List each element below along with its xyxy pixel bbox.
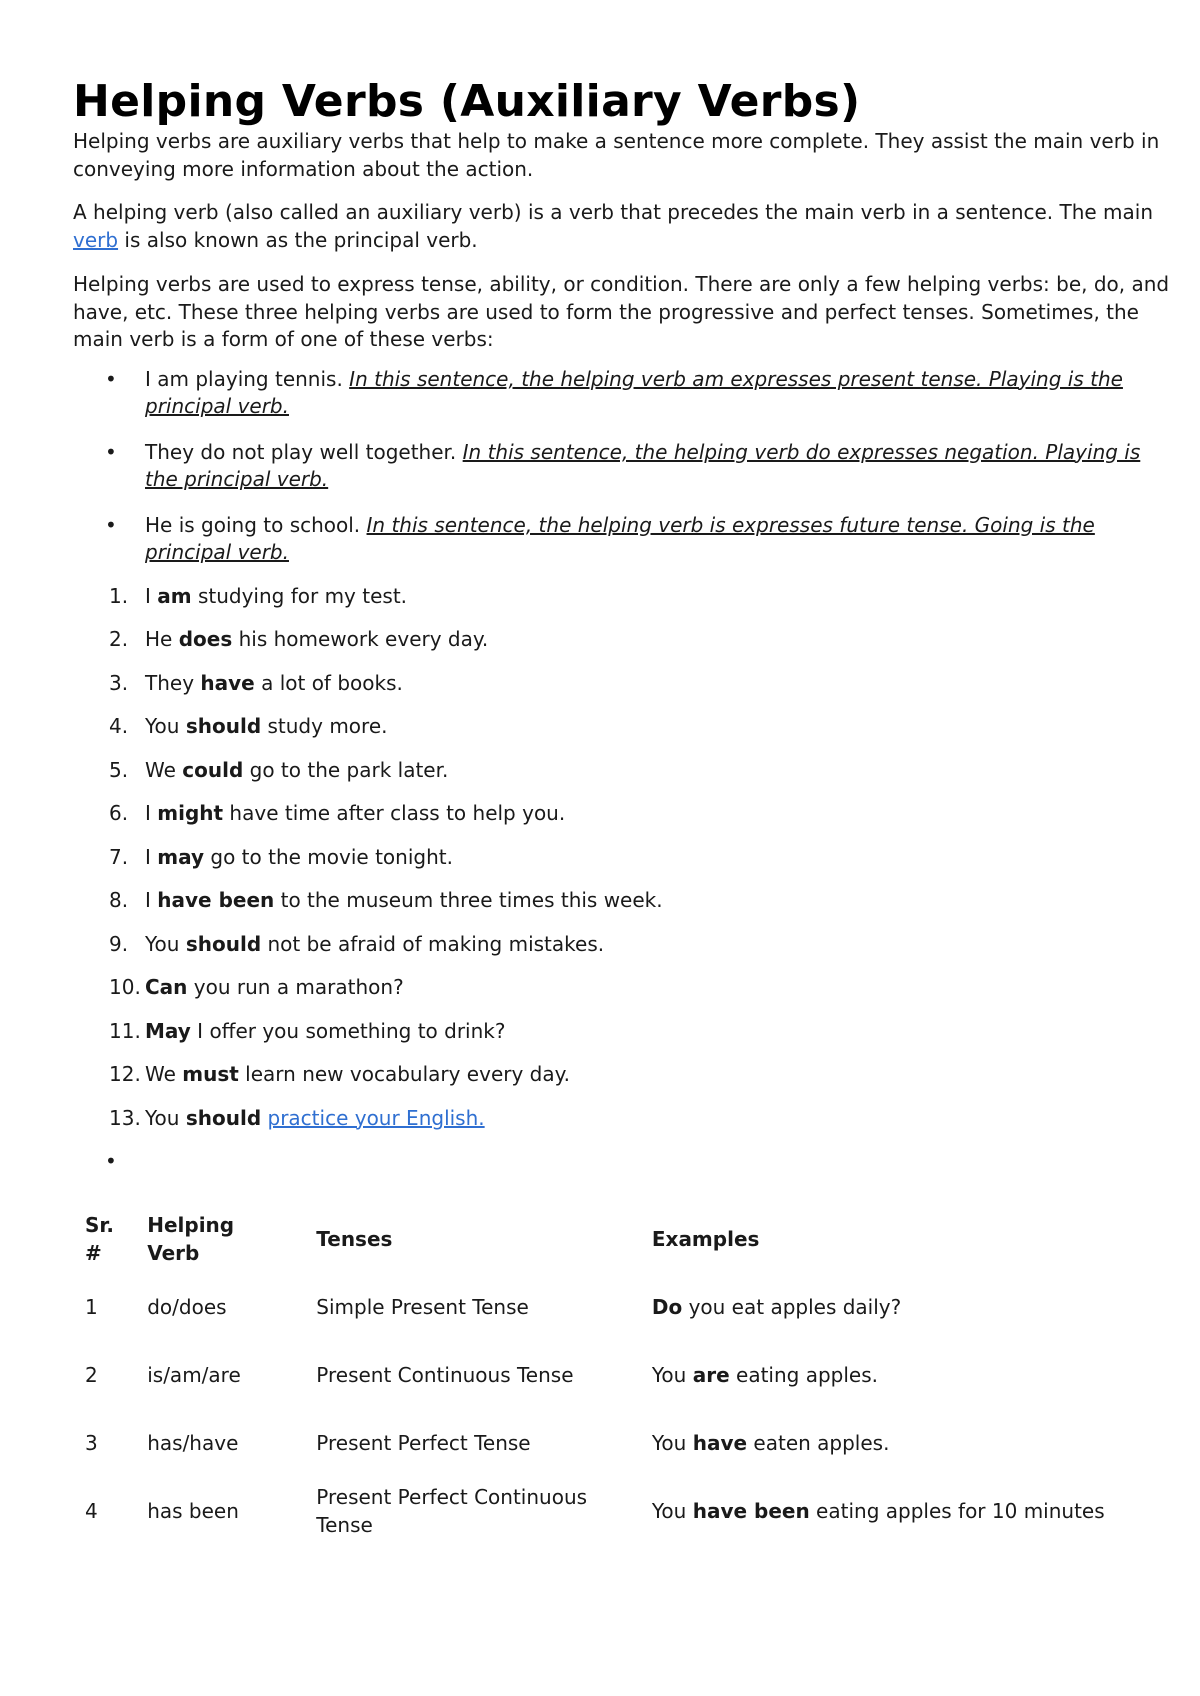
practice-english-link[interactable]: practice your English. (267, 1105, 485, 1130)
bullet-icon: • (105, 1149, 117, 1173)
column-header: Sr. # (85, 1213, 115, 1265)
item-number: 13. (109, 1105, 141, 1130)
page-title: Helping Verbs (Auxiliary Verbs) (73, 76, 861, 127)
example-text: studying for my test. (191, 583, 408, 608)
helping-verbs-table (73, 1206, 1173, 1546)
list-item (73, 583, 1173, 611)
example-text: You (651, 1362, 693, 1387)
example-text: study more. (261, 714, 388, 738)
bullet-note: In this sentence, the helping verb do expresses negation. Playing is the principal verb. (145, 439, 1141, 491)
example-text: You (145, 714, 186, 738)
examples-list (73, 583, 1173, 1133)
cell-sr: 3 (85, 1430, 98, 1455)
cell-sr: 1 (85, 1294, 98, 1319)
helping-verb: have been (692, 1498, 810, 1523)
cell-tense: Present Continuous Tense (316, 1362, 574, 1387)
item-number: 7. (109, 844, 129, 869)
list-item (73, 670, 1173, 698)
table-row (73, 1410, 1173, 1478)
example-text: eaten apples. (747, 1430, 890, 1455)
example-text: We (145, 757, 183, 782)
helping-verb: may (157, 844, 205, 869)
item-number: 11. (109, 1018, 141, 1043)
document-content (73, 76, 1173, 1546)
helping-verb: could (182, 757, 244, 782)
example-text: go to the movie tonight. (204, 844, 453, 869)
example-text: He (145, 627, 179, 651)
definition-text-start: A helping verb (also called an auxiliary verb) is a verb that precedes the main verb in a sentence. The main (73, 200, 1154, 224)
bullet-sentence: I am playing tennis. (145, 366, 350, 391)
item-number: 1. (109, 583, 129, 608)
cell-tense: Simple Present Tense (316, 1294, 529, 1319)
cell-tense: Present Perfect Tense (316, 1430, 531, 1455)
example-text: I (145, 844, 158, 869)
list-item (73, 1018, 1173, 1046)
cell-verb: do/does (147, 1294, 227, 1319)
cell-verb: has been (147, 1498, 239, 1523)
helping-verb: should (185, 1105, 262, 1130)
table-row (73, 1274, 1173, 1342)
helping-verb: am (157, 583, 192, 608)
list-item (73, 844, 1173, 872)
list-item (73, 1105, 1173, 1133)
cell-sr: 4 (85, 1498, 98, 1523)
item-number: 3. (109, 670, 129, 695)
list-item (73, 713, 1173, 741)
cell-sr: 2 (85, 1362, 98, 1387)
bullet-icon: • (105, 366, 117, 391)
definition-paragraph (73, 199, 1173, 254)
cell-example (640, 1342, 1173, 1410)
example-text: They (145, 670, 201, 695)
cell-example (640, 1274, 1173, 1342)
definition-text-end: is also known as the principal verb. (118, 227, 478, 252)
example-text: I (145, 801, 158, 825)
bullet-sentence: They do not play well together. (145, 439, 463, 464)
cell-tense: Present Perfect Continuous Tense (316, 1485, 588, 1537)
list-item (73, 626, 1173, 654)
item-number: 9. (109, 931, 129, 956)
example-text: You (145, 1105, 186, 1130)
example-text: We (145, 1062, 183, 1086)
list-item (73, 931, 1173, 959)
item-number: 5. (109, 757, 129, 782)
usage-paragraph: Helping verbs are used to express tense, ability, or condition. There are only a few helping verbs: be, do, and have, etc. These three helping verbs are used to form the progressive and perfect tenses. Sometimes, the main verb is a form of one of these verbs: (73, 272, 1170, 351)
example-text: you run a marathon? (187, 975, 404, 999)
helping-verb: are (692, 1362, 730, 1387)
bullet-sentence: He is going to school. (145, 512, 367, 537)
example-text: you eat apples daily? (682, 1294, 902, 1319)
cell-example (640, 1478, 1173, 1546)
example-text: I (145, 583, 158, 608)
helping-verb: have (692, 1430, 748, 1455)
helping-verb: May (145, 1018, 191, 1043)
list-item (73, 974, 1173, 1002)
example-text: to the museum three times this week. (274, 888, 663, 912)
table-row (73, 1342, 1173, 1410)
example-text: not be afraid of making mistakes. (261, 931, 605, 956)
column-header: Examples (651, 1226, 760, 1251)
bullet-note: In this sentence, the helping verb is expresses future tense. Going is the principal verb. (145, 512, 1095, 564)
list-item (73, 800, 1173, 828)
column-header: Helping Verb (147, 1213, 235, 1265)
bullet-list (73, 366, 1173, 567)
list-item (73, 366, 1173, 421)
example-text: You (651, 1430, 693, 1455)
list-item (73, 887, 1173, 915)
helping-verb: Do (651, 1294, 683, 1319)
cell-verb: has/have (147, 1430, 239, 1455)
helping-verb: Can (145, 975, 188, 999)
list-item (73, 757, 1173, 785)
column-header: Tenses (316, 1226, 393, 1251)
table-row (73, 1478, 1173, 1546)
bullet-icon: • (105, 439, 117, 464)
item-number: 10. (109, 975, 141, 999)
example-text: You (145, 931, 186, 956)
helping-verb: does (178, 627, 233, 651)
example-text: go to the park later. (243, 757, 449, 782)
example-text: his homework every day. (232, 627, 489, 651)
empty-list-item (73, 1148, 1173, 1176)
helping-verb: might (157, 801, 224, 825)
example-text: a lot of books. (254, 670, 403, 695)
helping-verb: have been (157, 888, 275, 912)
helping-verb: should (185, 714, 262, 738)
example-text: have time after class to help you. (223, 801, 566, 825)
list-item (73, 512, 1173, 567)
bullet-note: In this sentence, the helping verb am expresses present tense. Playing is the principal verb. (145, 366, 1123, 418)
helping-verb: have (200, 670, 255, 695)
table-header-row (73, 1206, 1173, 1274)
cell-example (640, 1410, 1173, 1478)
item-number: 2. (109, 627, 129, 651)
item-number: 8. (109, 888, 129, 912)
example-text: eating apples for 10 minutes (809, 1498, 1105, 1523)
intro-paragraph: Helping verbs are auxiliary verbs that help to make a sentence more complete. They assist the main verb in conveying more information about the action. (73, 129, 1160, 181)
list-item (73, 1061, 1173, 1089)
item-number: 4. (109, 714, 129, 738)
example-text: I (145, 888, 158, 912)
helping-verb: should (185, 931, 262, 956)
example-text: eating apples. (729, 1362, 878, 1387)
cell-verb: is/am/are (147, 1362, 241, 1387)
verb-link[interactable]: verb (73, 227, 119, 252)
example-text: I offer you something to drink? (190, 1018, 506, 1043)
item-number: 6. (109, 801, 129, 825)
item-number: 12. (109, 1062, 141, 1086)
helping-verb: must (182, 1062, 239, 1086)
bullet-icon: • (105, 512, 117, 537)
example-text: You (651, 1498, 693, 1523)
example-text: learn new vocabulary every day. (238, 1062, 570, 1086)
list-item (73, 439, 1173, 494)
